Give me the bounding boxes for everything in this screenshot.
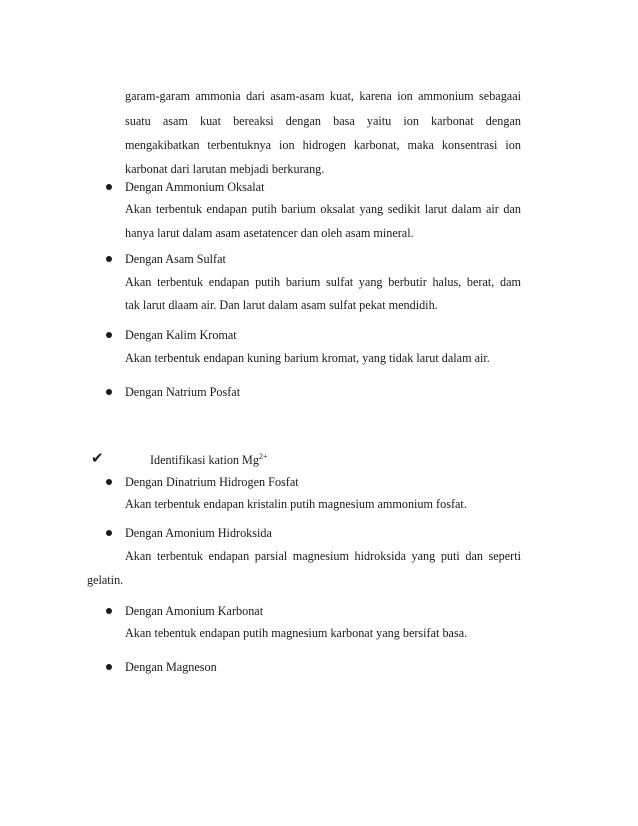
paragraph-line-3: mengakibatkan terbentuknya ion hidrogen karbonat, maka konsentrasi ion: [125, 138, 521, 152]
item-text-line: Akan tebentuk endapan putih magnesium karbonat yang bersifat basa.: [125, 626, 468, 640]
paragraph-line-2: suatu asam kuat bereaksi dengan basa yaitu ion karbonat dengan: [125, 114, 521, 128]
bullet-icon: [106, 184, 112, 190]
item-title-ammonium-oksalat: Dengan Ammonium Oksalat: [125, 180, 265, 194]
check-mark-icon: ✔: [91, 449, 104, 467]
item-title-magneson: Dengan Magneson: [125, 660, 217, 674]
paragraph-line-1: garam-garam ammonia dari asam-asam kuat, karena ion ammonium sebagaai: [125, 89, 521, 103]
item-title-asam-sulfat: Dengan Asam Sulfat: [125, 252, 226, 266]
bullet-icon: [106, 256, 112, 262]
item-title-kalim-kromat: Dengan Kalim Kromat: [125, 328, 237, 342]
item-text-line: hanya larut dalam asam asetatencer dan oleh asam mineral.: [125, 226, 414, 240]
item-title-natrium-posfat: Dengan Natrium Posfat: [125, 385, 241, 399]
item-text-line: Akan terbentuk endapan putih barium sulfat yang berbutir halus, berat, dam: [125, 275, 521, 289]
item-text-line: gelatin.: [87, 573, 124, 587]
bullet-icon: [106, 608, 112, 614]
bullet-icon: [106, 332, 112, 338]
item-text-line: Akan terbentuk endapan putih barium oksalat yang sedikit larut dalam air dan: [125, 202, 521, 216]
bullet-icon: [106, 479, 112, 485]
item-title-amonium-hidroksida: Dengan Amonium Hidroksida: [125, 526, 272, 540]
section-heading: Identifikasi kation $Mg^{2+}$: [150, 452, 268, 467]
item-title-amonium-karbonat: Dengan Amonium Karbonat: [125, 604, 264, 618]
item-text-line: tak larut dlaam air. Dan larut dalam asam sulfat pekat mendidih.: [125, 298, 438, 312]
superscript-charge: 2+: [259, 452, 268, 461]
bullet-icon: [106, 530, 112, 536]
bullet-icon: [106, 389, 112, 395]
item-text-line: Akan terbentuk endapan kristalin putih magnesium ammonium fosfat.: [125, 497, 467, 511]
item-text-line: Akan terbentuk endapan parsial magnesium hidroksida yang puti dan seperti: [125, 549, 521, 563]
item-title-dinatrium-hidrogen-fosfat: Dengan Dinatrium Hidrogen Fosfat: [125, 475, 299, 489]
paragraph-line-4: karbonat dari larutan mebjadi berkurang.: [125, 162, 325, 176]
item-text-line: Akan terbentuk endapan kuning barium kromat, yang tidak larut dalam air.: [125, 351, 490, 365]
bullet-icon: [106, 664, 112, 670]
